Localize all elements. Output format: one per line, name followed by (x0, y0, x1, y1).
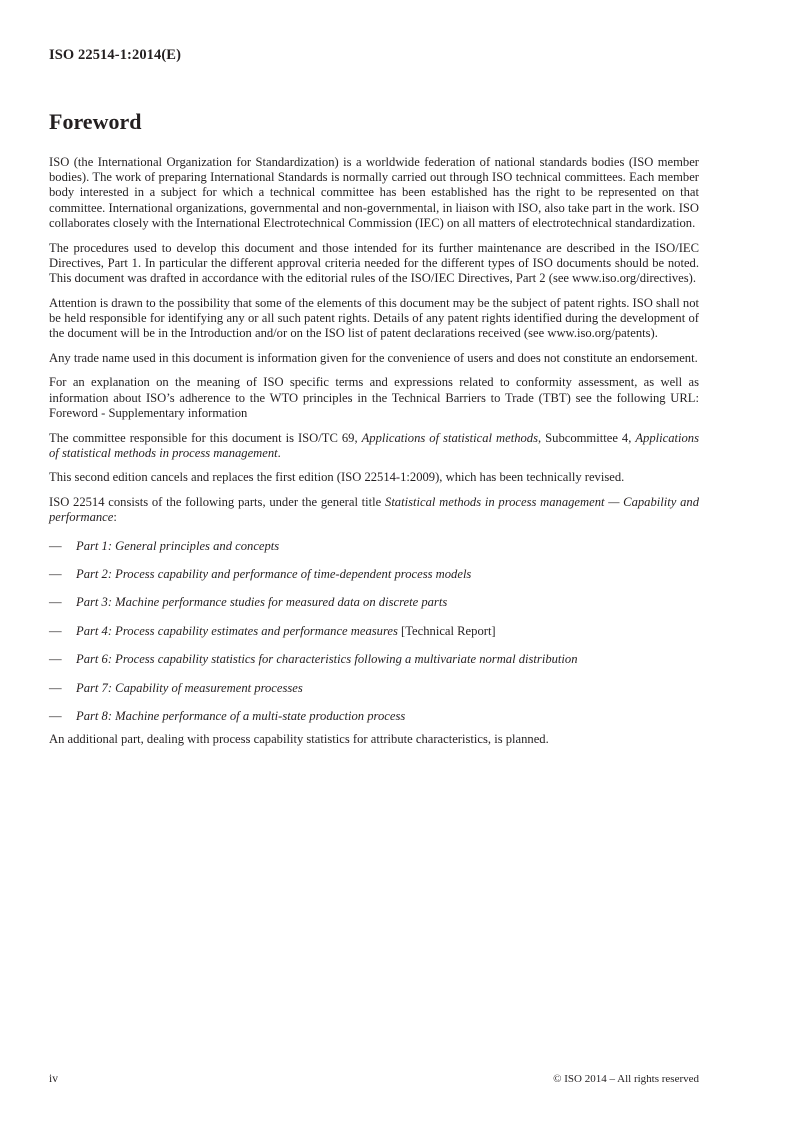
foreword-body (49, 155, 699, 757)
list-item: — Part 8: Machine performance of a multi-state production process (49, 708, 406, 723)
dash-bullet: — (49, 538, 62, 553)
dash-bullet: — (49, 566, 62, 581)
list-item: — Part 7: Capability of measurement processes (49, 680, 303, 695)
paragraph-patent-rights: Attention is drawn to the possibility that some of the elements of this document may be the subject of patent rights. ISO shall not be held responsible for identifying any or all such patent rights. Details of any patent rights identified during the development of the document will be in the Introduction and/or on the ISO list of patent declarations received (see www.iso.org/patents). (49, 295, 699, 341)
list-item: — Part 6: Process capability statistics for characteristics following a multivariate normal distribution (49, 652, 578, 667)
dash-bullet: — (49, 680, 62, 695)
section-title: Foreword (49, 109, 142, 134)
document-identifier: ISO 22514-1:2014(E) (49, 47, 181, 63)
paragraph-trade-name: Any trade name used in this document is information given for the convenience of users and does not constitute an endorsement. (49, 350, 698, 365)
document-page (49, 0, 699, 1122)
paragraph-explanation: For an explanation on the meaning of ISO specific terms and expressions related to conformity assessment, as well as information about ISO’s adherence to the WTO principles in the Technical Barriers to Trade (TBT) see the following URL: Foreword - Supplementary information (49, 375, 699, 420)
paragraph-parts-intro: ISO 22514 consists of the following parts, under the general title Statistical methods in process management — Capability and performance: (49, 495, 699, 525)
list-item: — Part 4: Process capability estimates and performance measures [Technical Report] (49, 623, 496, 638)
copyright-notice: © ISO 2014 – All rights reserved (553, 1073, 699, 1085)
paragraph-additional-part: An additional part, dealing with process capability statistics for attribute characteristics, is planned. (49, 732, 549, 747)
paragraph-edition: This second edition cancels and replaces the first edition (ISO 22514-1:2009), which has been technically revised. (49, 470, 625, 485)
general-title: Statistical methods in process management — Capability and performance (49, 495, 699, 525)
dash-bullet: — (49, 708, 62, 723)
dash-bullet: — (49, 652, 62, 667)
subcommittee-title: Applications of statistical methods in process management (49, 430, 700, 460)
list-item: — Part 2: Process capability and performance of time-dependent process models (49, 566, 472, 581)
dash-bullet: — (49, 623, 62, 638)
list-item: — Part 3: Machine performance studies for measured data on discrete parts (49, 595, 448, 610)
page-number: iv (49, 1073, 58, 1085)
list-item: — Part 1: General principles and concepts (49, 538, 280, 553)
parts-list (49, 539, 699, 725)
paragraph-committee: The committee responsible for this document is ISO/TC 69, Applications of statistical methods, Subcommittee 4, Applications of statistical methods in process management. (49, 430, 700, 460)
committee-title: Applications of statistical methods (361, 430, 539, 445)
paragraph-iso-intro: ISO (the International Organization for Standardization) is a worldwide federation of national standards bodies (ISO member bodies). The work of preparing International Standards is normally carried out through ISO technical committees. Each member body interested in a subject for which a technical committee has been established has the right to be represented on that committee. International organizations, governmental and non-governmental, in liaison with ISO, also take part in the work. ISO collaborates closely with the International Electrotechnical Commission (IEC) on all matters of electrotechnical standardization. (49, 155, 699, 230)
dash-bullet: — (49, 595, 62, 610)
paragraph-procedures: The procedures used to develop this document and those intended for its further maintenance are described in the ISO/IEC Directives, Part 1. In particular the different approval criteria needed for the different types of ISO documents should be noted. This document was drafted in accordance with the editorial rules of the ISO/IEC Directives, Part 2 (see www.iso.org/directives). (49, 240, 699, 285)
